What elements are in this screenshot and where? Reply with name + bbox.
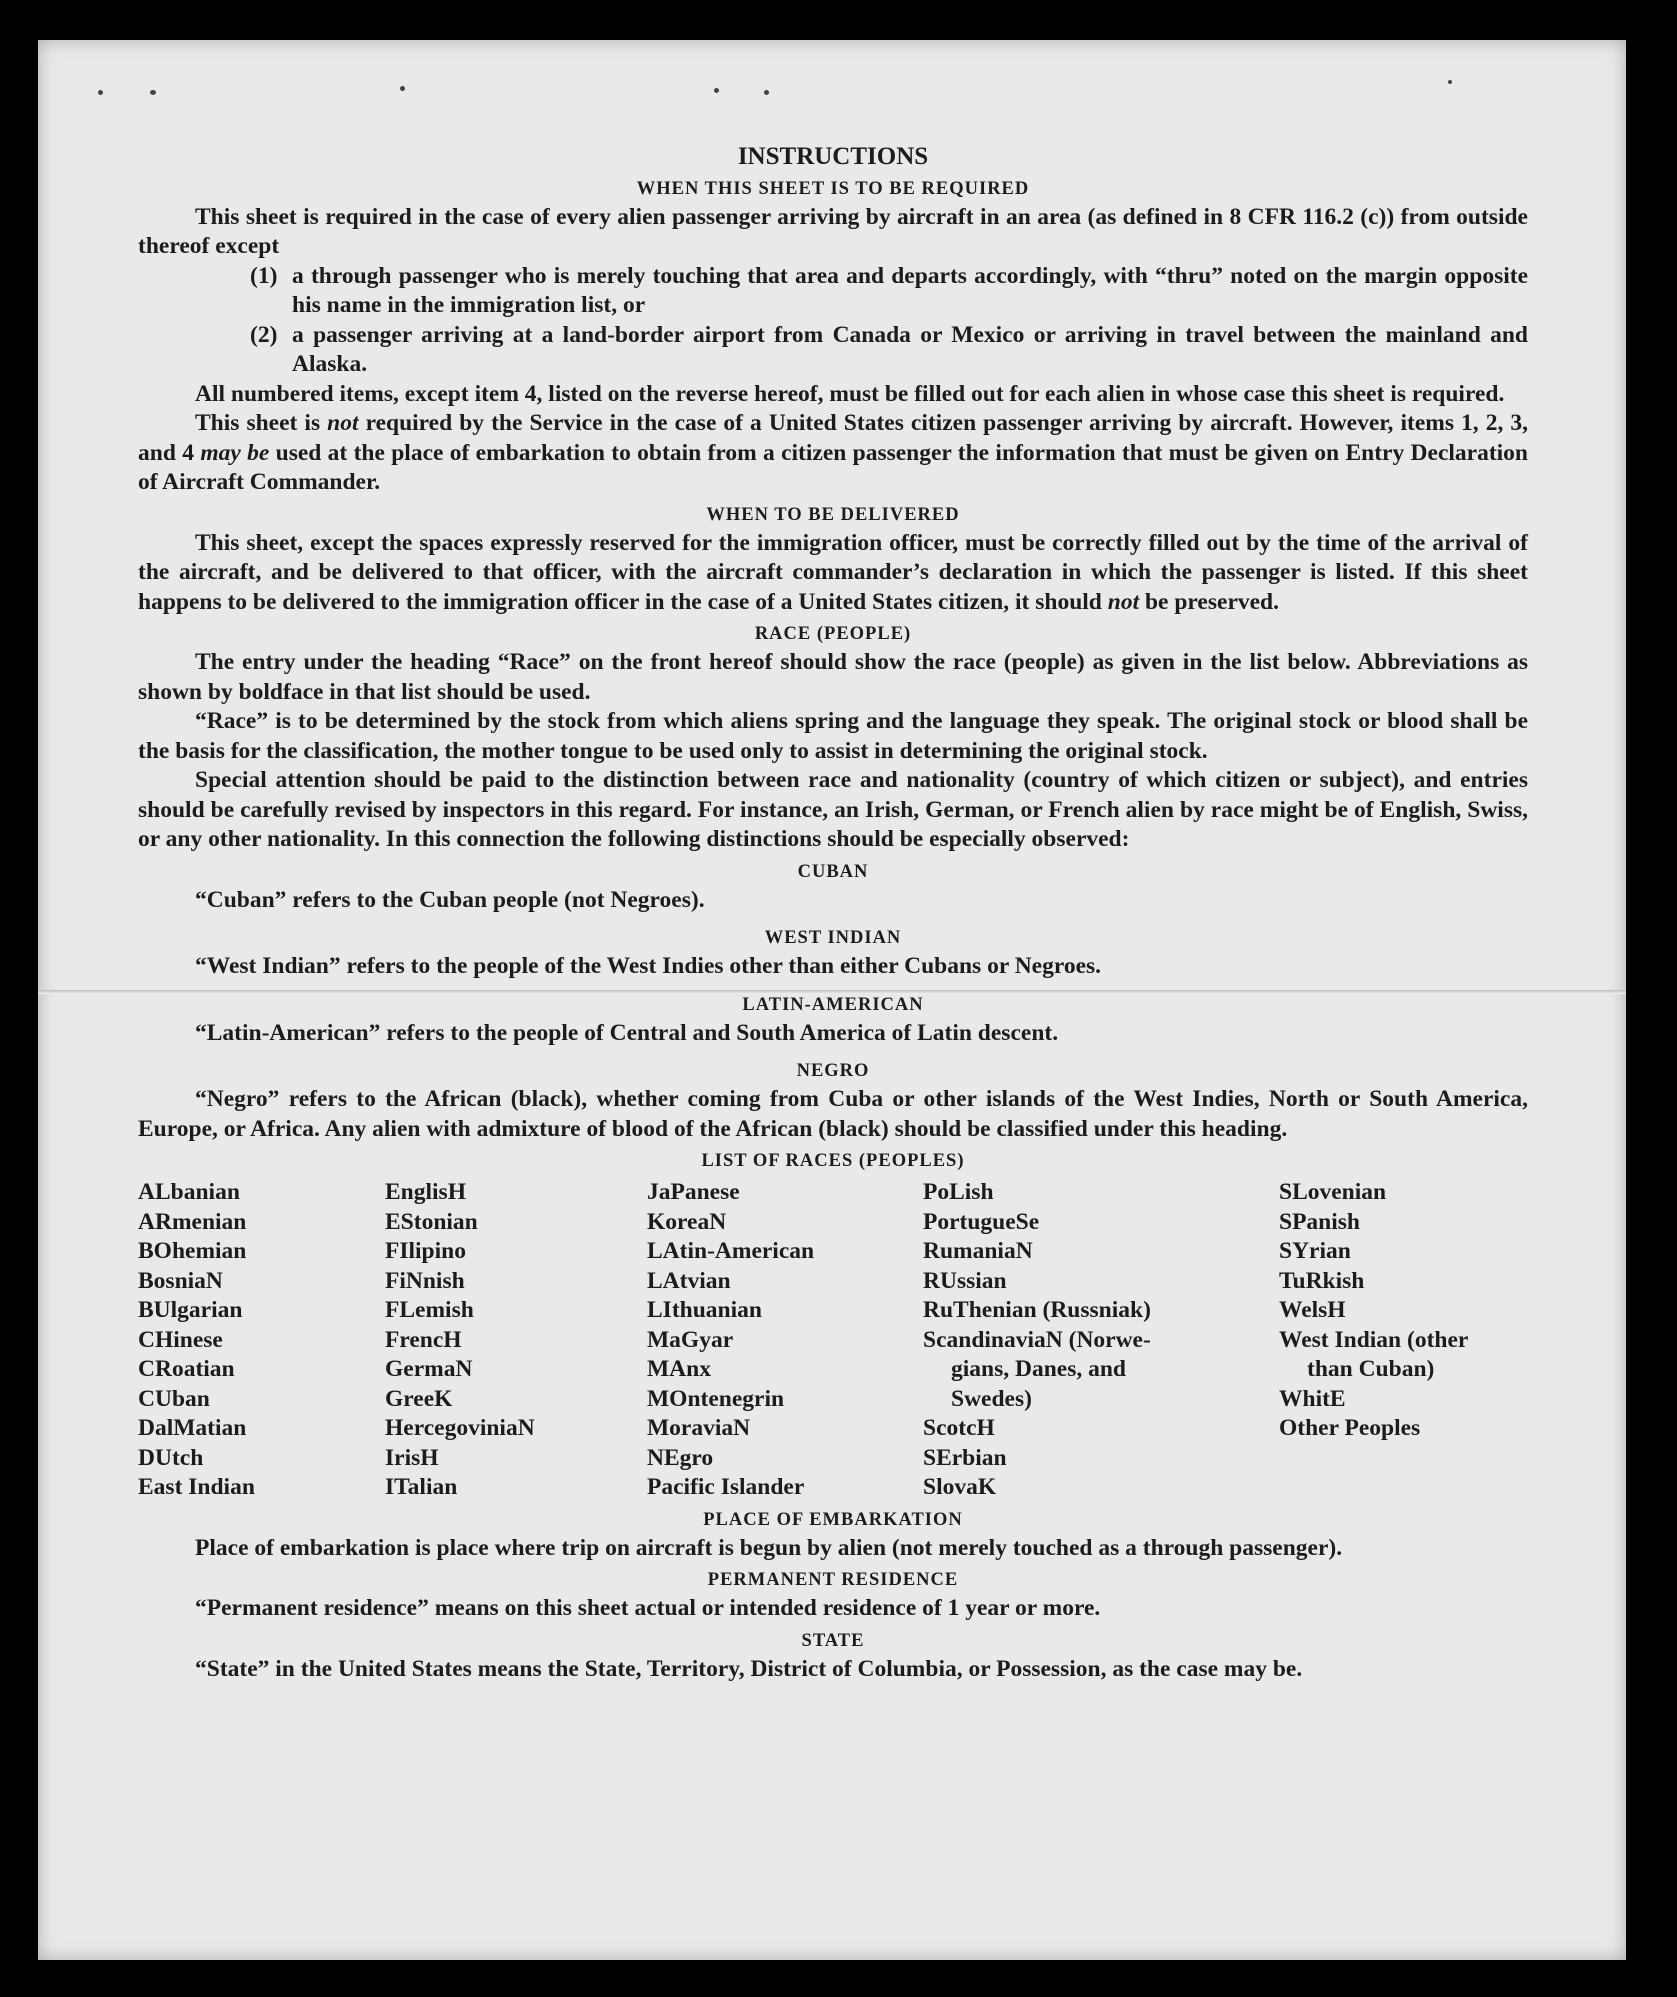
race-entry: ARmenian bbox=[138, 1208, 247, 1235]
race-entry: CUban bbox=[138, 1385, 210, 1412]
text-run: used at the place of embarkation to obtain from a citizen passenger the information that must be given on Entry Declaration of Aircraft Commander. bbox=[138, 439, 1529, 495]
race-column-2 bbox=[385, 1178, 647, 1503]
race-entry: ITalian bbox=[385, 1474, 458, 1500]
exception-item-number: (2) bbox=[250, 321, 278, 348]
race-entry: BUlgarian bbox=[138, 1297, 243, 1323]
paragraph-citizen-passenger bbox=[138, 409, 1528, 498]
race-entry: SErbian bbox=[923, 1444, 1007, 1471]
race-column-4 bbox=[923, 1178, 1279, 1503]
heading-place-of-embarkation: PLACE OF EMBARKATION bbox=[703, 1509, 963, 1530]
paragraph-race-vs-nationality: Special attention should be paid to the distinction between race and nationality (country of which citizen or subject), and entries should be carefully revised by inspectors in this regard. For instance, an Irish, German, or French alien by race might be of English, Swiss, or any other nationality. In this connection the following distinctions should be especially observed: bbox=[138, 767, 1528, 852]
race-entry: DalMatian bbox=[138, 1415, 247, 1441]
emphasis-may-be: may be bbox=[200, 439, 270, 466]
race-entry: HercegoviniaN bbox=[385, 1415, 535, 1441]
text-run: This sheet, except the spaces expressly reserved for the immigration officer, must be correctly filled out by the time of the arrival of the aircraft, and be delivered to that officer, with the aircraft commander’s declaration in which the passenger is listed. If this sheet happens to be delivered to the immigration officer in the case of a United States citizen, it should bbox=[138, 529, 1528, 615]
race-entry: MaGyar bbox=[647, 1326, 734, 1353]
paragraph-race-determination: “Race” is to be determined by the stock from which aliens spring and the language they speak. The original stock or blood shall be the basis for the classification, the mother tongue to be used only to assist in determining the original stock. bbox=[138, 708, 1528, 764]
heading-list-of-races: LIST OF RACES (PEOPLES) bbox=[701, 1151, 965, 1171]
race-entry: RumaniaN bbox=[923, 1238, 1033, 1264]
text-run: This sheet is bbox=[195, 410, 328, 436]
race-entry: PortugueSe bbox=[923, 1208, 1040, 1235]
exception-item-text: a through passenger who is merely touching that area and departs accordingly, with “thru” noted on the margin opposite his name in the immigration list, or bbox=[292, 262, 1528, 318]
heading-race: RACE (PEOPLE) bbox=[754, 624, 912, 644]
race-entry: ScotcH bbox=[923, 1415, 995, 1441]
race-entry: East Indian bbox=[138, 1474, 255, 1500]
paragraph-race-entry: The entry under the heading “Race” on the front hereof should show the race (people) as given in the list below. Abbreviations as shown by boldface in that list should be used. bbox=[138, 649, 1528, 705]
paragraph-west-indian: “West Indian” refers to the people of the West Indies other than either Cubans or Negroes. bbox=[195, 953, 1102, 979]
race-entry: MOntenegrin bbox=[647, 1385, 785, 1412]
race-entry: SlovaK bbox=[923, 1474, 997, 1500]
race-entry: West Indian (other bbox=[1279, 1326, 1469, 1353]
heading-west-indian: WEST INDIAN bbox=[764, 928, 902, 948]
paragraph-permanent-residence: “Permanent residence” means on this sheet actual or intended residence of 1 year or more. bbox=[195, 1595, 1101, 1621]
race-entry: FLemish bbox=[385, 1297, 474, 1323]
race-entry: BosniaN bbox=[138, 1267, 223, 1294]
race-entry: FiNnish bbox=[385, 1267, 465, 1294]
speck bbox=[764, 90, 769, 95]
race-entry: ALbanian bbox=[138, 1179, 240, 1205]
race-column-1 bbox=[138, 1178, 385, 1503]
page-title: INSTRUCTIONS bbox=[737, 143, 929, 170]
text-run: be preserved. bbox=[1139, 588, 1279, 615]
race-entry: SPanish bbox=[1279, 1208, 1360, 1235]
race-entry: CRoatian bbox=[138, 1356, 235, 1382]
speck bbox=[400, 86, 405, 91]
exception-item-2 bbox=[250, 321, 1528, 380]
race-column-3 bbox=[647, 1178, 923, 1503]
speck bbox=[150, 90, 156, 95]
race-entry: FIlipino bbox=[385, 1238, 466, 1264]
race-entry: MAnx bbox=[647, 1356, 711, 1382]
race-entry: LIthuanian bbox=[647, 1297, 762, 1323]
race-entry: RuThenian (Russniak) bbox=[923, 1297, 1151, 1323]
race-entry: DUtch bbox=[138, 1444, 204, 1471]
race-entry: EStonian bbox=[385, 1208, 478, 1235]
paragraph-numbered-items: All numbered items, except item 4, listed on the reverse hereof, must be filled out for each alien in whose case this sheet is required. bbox=[195, 380, 1505, 407]
race-entry: CHinese bbox=[138, 1326, 223, 1353]
race-entry: KoreaN bbox=[647, 1208, 727, 1235]
emphasis-not: not bbox=[327, 410, 359, 436]
race-entry-continued: gians, Danes, and bbox=[951, 1356, 1126, 1382]
race-entry: LAtin-American bbox=[647, 1238, 815, 1264]
race-entry: RUssian bbox=[923, 1267, 1007, 1294]
heading-state: STATE bbox=[801, 1630, 865, 1651]
race-entry: PoLish bbox=[923, 1179, 994, 1205]
race-entry: SLovenian bbox=[1279, 1179, 1387, 1205]
paragraph-place-of-embarkation: Place of embarkation is place where trip on aircraft is begun by alien (not merely touched as a through passenger). bbox=[195, 1534, 1343, 1561]
race-entry: Other Peoples bbox=[1279, 1415, 1421, 1441]
race-entry: JaPanese bbox=[647, 1179, 740, 1205]
document-body bbox=[138, 142, 1528, 1684]
heading-permanent-residence: PERMANENT RESIDENCE bbox=[707, 1570, 959, 1590]
paragraph-when-required-intro: This sheet is required in the case of every alien passenger arriving by aircraft in an area (as defined in 8 CFR 116.2 (c)) from outside thereof except bbox=[138, 203, 1528, 259]
heading-when-delivered: WHEN TO BE DELIVERED bbox=[706, 504, 960, 525]
speck bbox=[98, 90, 103, 95]
exception-item-number: (1) bbox=[250, 262, 278, 289]
heading-when-required: WHEN THIS SHEET IS TO BE REQUIRED bbox=[636, 178, 1030, 199]
race-entry: EnglisH bbox=[385, 1179, 466, 1205]
race-entry-continued: than Cuban) bbox=[1307, 1356, 1435, 1382]
race-column-5 bbox=[1279, 1178, 1528, 1503]
heading-latin-american: LATIN-AMERICAN bbox=[742, 994, 924, 1015]
race-entry: NEgro bbox=[647, 1444, 714, 1471]
text-run: required by the Service in the case of a United States citizen passenger arriving by aircraft. However, items 1, 2, 3, and 4 bbox=[138, 410, 1529, 466]
paragraph-cuban: “Cuban” refers to the Cuban people (not Negroes). bbox=[195, 886, 705, 913]
paragraph-negro: “Negro” refers to the African (black), whether coming from Cuba or other islands of the West Indies, North or South America, Europe, or Africa. Any alien with admixture of blood of the African (black) should be classified under this heading. bbox=[138, 1086, 1528, 1142]
race-entry: ScandinaviaN (Norwe- bbox=[923, 1326, 1151, 1353]
race-entry: LAtvian bbox=[647, 1267, 731, 1294]
race-entry: SYrian bbox=[1279, 1238, 1351, 1264]
speck bbox=[714, 88, 719, 93]
instruction-sheet bbox=[38, 40, 1626, 1960]
race-entry: GermaN bbox=[385, 1356, 473, 1382]
paragraph-state: “State” in the United States means the State, Territory, District of Columbia, or Possession, as the case may be. bbox=[195, 1655, 1303, 1682]
race-entry: IrisH bbox=[385, 1444, 439, 1471]
paragraph-latin-american: “Latin-American” refers to the people of Central and South America of Latin descent. bbox=[195, 1019, 1059, 1046]
race-entry: BOhemian bbox=[138, 1238, 247, 1264]
race-entry: WelsH bbox=[1279, 1297, 1346, 1323]
exception-item-text: a passenger arriving at a land-border airport from Canada or Mexico or arriving in travel between the mainland and Alaska. bbox=[292, 321, 1528, 377]
race-entry: WhitE bbox=[1279, 1385, 1346, 1412]
race-entry: FrencH bbox=[385, 1326, 462, 1353]
exception-item-1 bbox=[250, 262, 1528, 321]
race-entry: MoraviaN bbox=[647, 1415, 751, 1441]
race-list bbox=[138, 1178, 1528, 1503]
race-entry: Pacific Islander bbox=[647, 1474, 805, 1500]
paragraph-when-delivered bbox=[138, 529, 1528, 618]
emphasis-not: not bbox=[1107, 588, 1140, 615]
race-entry: GreeK bbox=[385, 1385, 453, 1412]
heading-cuban: CUBAN bbox=[797, 861, 869, 882]
heading-negro: NEGRO bbox=[796, 1061, 870, 1081]
speck bbox=[1448, 80, 1452, 84]
race-entry-continued: Swedes) bbox=[951, 1385, 1032, 1412]
race-entry: TuRkish bbox=[1279, 1267, 1365, 1294]
